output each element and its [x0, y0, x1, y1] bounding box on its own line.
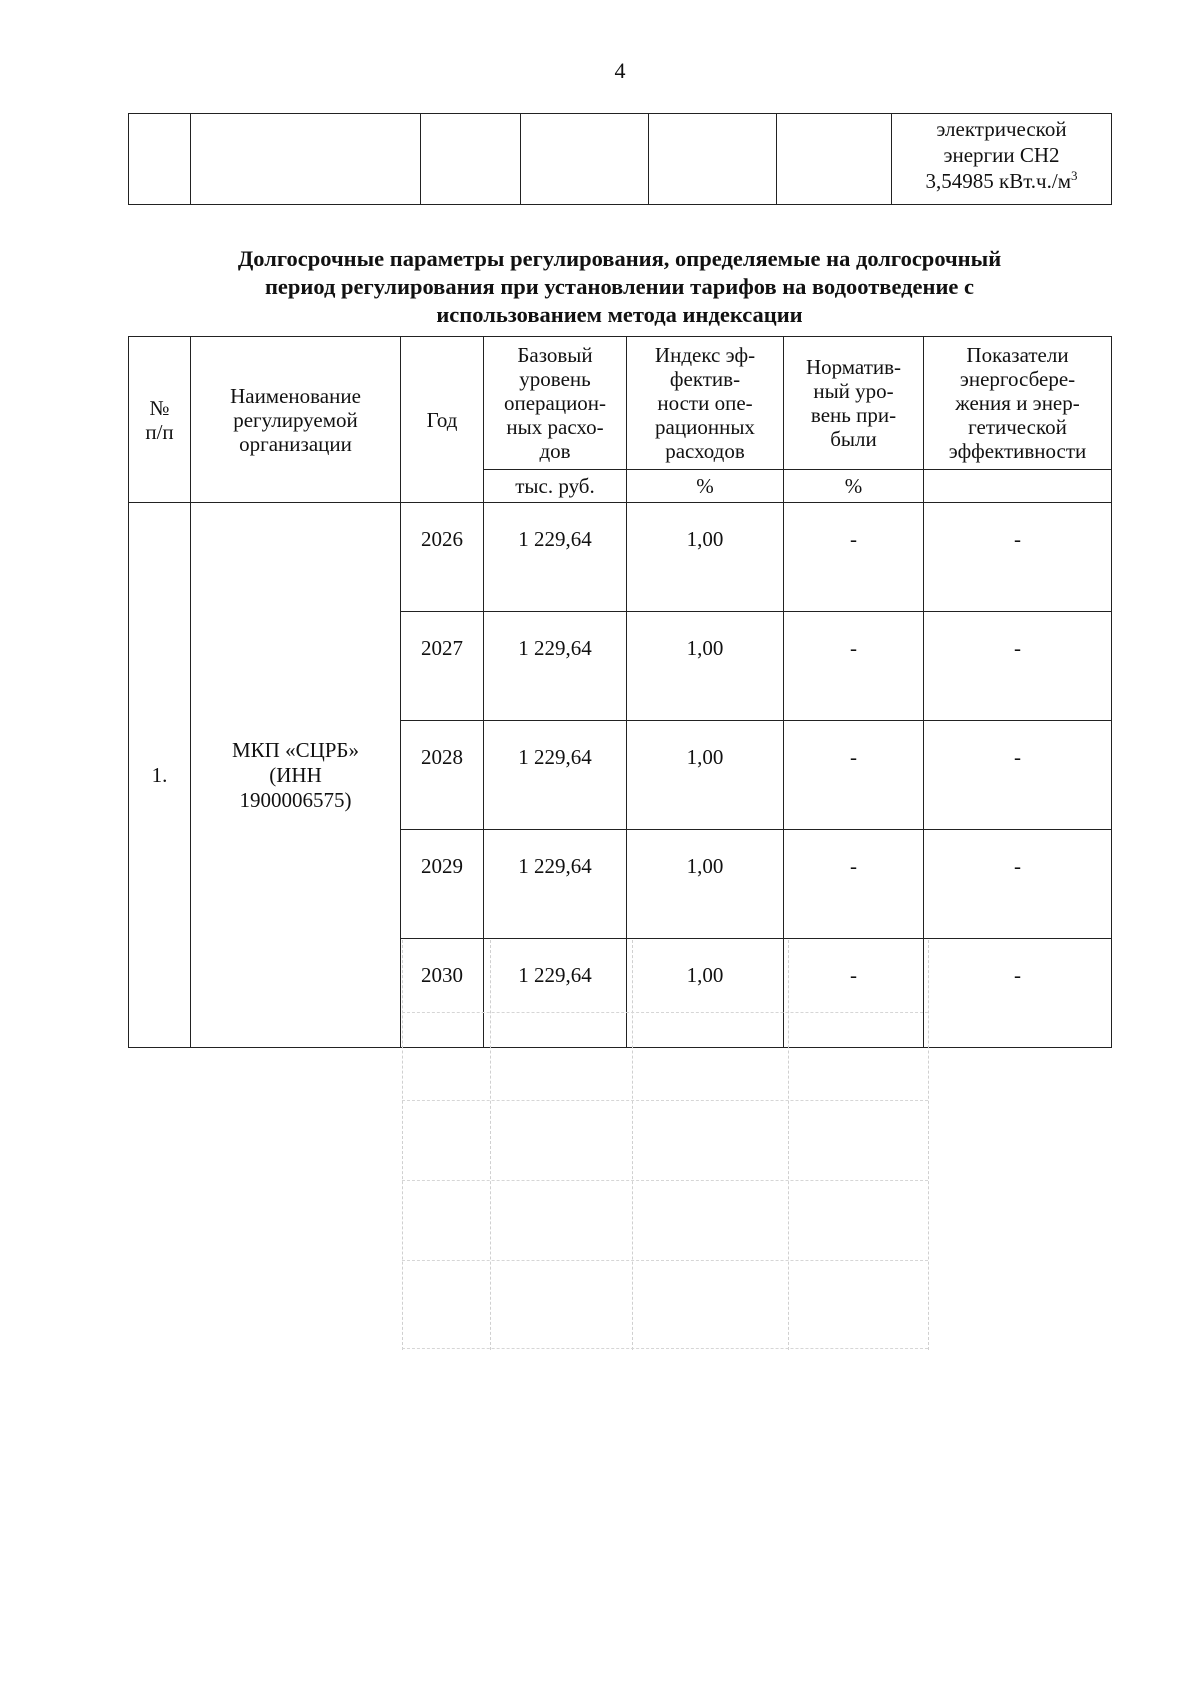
- header-num: № п/п: [129, 337, 191, 503]
- index-cell: 1,00: [627, 721, 784, 830]
- energy-cell: -: [924, 721, 1112, 830]
- header-energy-indicators: Показатели энергосбере- жения и энер- гетической эффективности: [924, 337, 1112, 470]
- bleed-through-line: [632, 940, 633, 1350]
- energy-cell: -: [924, 503, 1112, 612]
- energy-consumption-cell: [892, 114, 1112, 205]
- base-cell: 1 229,64: [484, 939, 627, 1048]
- empty-cell: [421, 114, 521, 205]
- year-cell: 2029: [401, 830, 484, 939]
- bleed-through-line: [788, 940, 789, 1350]
- bleed-through-line: [402, 1012, 928, 1013]
- continuation-table: [128, 113, 1112, 205]
- base-cell: 1 229,64: [484, 612, 627, 721]
- empty-cell: [777, 114, 892, 205]
- profit-cell: -: [784, 612, 924, 721]
- index-cell: 1,00: [627, 612, 784, 721]
- heading-line: использованием метода индексации: [436, 302, 803, 327]
- text-line: электрической: [936, 117, 1067, 141]
- continuation-row: [129, 114, 1112, 205]
- empty-cell: [129, 114, 191, 205]
- empty-cell: [521, 114, 649, 205]
- bleed-through-line: [402, 1260, 928, 1261]
- index-cell: 1,00: [627, 503, 784, 612]
- header-row: [129, 337, 1112, 470]
- energy-cell: -: [924, 830, 1112, 939]
- table-row: [129, 503, 1112, 612]
- header-base-costs: Базовый уровень операцион- ных расхо- дов: [484, 337, 627, 470]
- year-cell: 2030: [401, 939, 484, 1048]
- header-profit-level: Норматив- ный уро- вень при- были: [784, 337, 924, 470]
- index-cell: 1,00: [627, 939, 784, 1048]
- header-year: Год: [401, 337, 484, 503]
- unit-base: тыс. руб.: [484, 470, 627, 503]
- heading-line: Долгосрочные параметры регулирования, определяемые на долгосрочный: [237, 246, 1002, 271]
- section-heading: [128, 245, 1111, 329]
- text-line: энергии СН2: [943, 143, 1060, 167]
- bleed-through-line: [402, 940, 403, 1350]
- energy-cell: -: [924, 612, 1112, 721]
- bleed-through-line: [402, 1100, 928, 1101]
- empty-cell: [191, 114, 421, 205]
- year-cell: 2027: [401, 612, 484, 721]
- base-cell: 1 229,64: [484, 503, 627, 612]
- energy-cell: -: [924, 939, 1112, 1048]
- base-cell: 1 229,64: [484, 721, 627, 830]
- text-line: 3,54985 $кВт.ч./м^3$: [925, 168, 1078, 193]
- profit-cell: -: [784, 939, 924, 1048]
- regulation-parameters-table: [128, 336, 1112, 1048]
- bleed-through-line: [402, 1348, 928, 1349]
- empty-cell: [649, 114, 777, 205]
- row-number: 1.: [129, 503, 191, 1048]
- bleed-through-line: [402, 1180, 928, 1181]
- profit-cell: -: [784, 503, 924, 612]
- unit-index: %: [627, 470, 784, 503]
- profit-cell: -: [784, 830, 924, 939]
- bleed-through-line: [928, 940, 929, 1350]
- index-cell: 1,00: [627, 830, 784, 939]
- unit-profit: %: [784, 470, 924, 503]
- base-cell: 1 229,64: [484, 830, 627, 939]
- heading-line: период регулирования при установлении тарифов на водоотведение с: [264, 274, 975, 299]
- year-cell: 2026: [401, 503, 484, 612]
- profit-cell: -: [784, 721, 924, 830]
- header-efficiency-index: Индекс эф- фектив- ности опе- рационных расходов: [627, 337, 784, 470]
- page-number: 4: [614, 58, 626, 83]
- header-organization: Наименование регулируемой организации: [191, 337, 401, 503]
- year-cell: 2028: [401, 721, 484, 830]
- unit-energy: [924, 470, 1112, 503]
- bleed-through-line: [490, 940, 491, 1350]
- organization-name: МКП «СЦРБ» (ИНН 1900006575): [191, 503, 401, 1048]
